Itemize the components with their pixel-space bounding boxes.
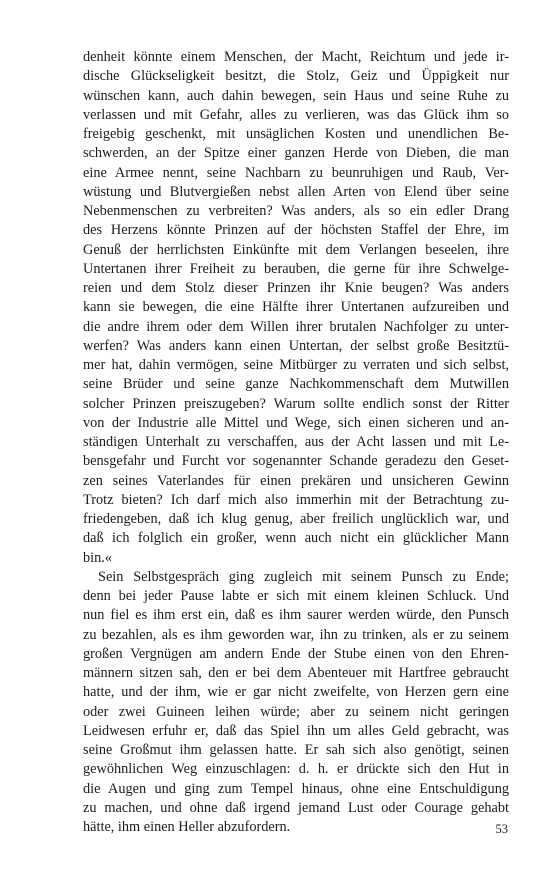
text-line: friedengeben, daß ich klug genug, aber freilich unglücklich war, und [83, 511, 509, 527]
text-line: zen seines Vaterlandes für einen prekären und unsicheren Gewinn [83, 472, 509, 489]
text-line: freigebig geschenkt, mit unsäglichen Kosten und unendlichen Be- [83, 126, 509, 142]
text-line: dische Glückseligkeit besitzt, die Stolz, Geiz und Üppigkeit nur [83, 68, 509, 85]
text-line: oder zwei Guineen leihen würde; aber zu seinem nicht geringen [83, 703, 509, 720]
text-line: Nebenmenschen zu verbreiten? Was anders, als so ein edler Drang [83, 203, 509, 219]
text-line: zu machen, und ohne daß irgend jemand Lust oder Courage gehabt [83, 799, 509, 816]
text-line: mer hat, dahin vermögen, seine Mitbürger zu verraten und sich selbst, [83, 357, 509, 373]
text-line: Sein Selbstgespräch ging zugleich mit seinem Punsch zu Ende; [98, 568, 509, 585]
text-line: wünschen kann, auch dahin bewegen, sein Haus und seine Ruhe zu [83, 87, 509, 104]
text-line: denn bei jeder Pause labte er sich mit einem kleinen Schluck. Und [83, 588, 509, 604]
text-line: seine Brüder und seine ganze Nachkommenschaft dem Mutwillen [83, 376, 509, 393]
text-line: kann sie bewegen, die eine Hälfte ihrer Untertanen aufzureiben und [83, 299, 509, 316]
text-line: hätte, ihm einen Heller abzufordern. [83, 819, 291, 835]
text-line: seine Großmut ihm gelassen hatte. Er sah sich also genötigt, seinen [83, 742, 509, 758]
text-line: von der Industrie alle Mittel und Wege, sich einen sicheren und an- [83, 414, 509, 431]
text-line: wüstung und Blutvergießen nebst allen Arten von Elend über seine [83, 183, 509, 200]
text-line: reien und dem Stolz dieser Prinzen ihr Knie beugen? Was anders [83, 280, 509, 296]
text-line: Trotz bieten? Ich darf mich also immerhin mit der Betrachtung zu- [83, 491, 509, 508]
text-line: die Augen und ging zum Tempel hinaus, ohne eine Entschuldigung [83, 780, 509, 797]
text-line: die andre ihrem oder dem Willen ihrer brutalen Nachfolger zu unter- [83, 318, 509, 335]
text-line: hatte, und der ihm, wie er gar nicht zweifelte, von Herzen gern eine [83, 684, 509, 701]
text-line: Genuß der herrlichsten Einkünfte mit dem Verlangen beseelen, ihre [83, 241, 509, 258]
text-line: daß ich folglich ein großer, wenn auch nicht ein glücklicher Mann [83, 530, 509, 547]
paragraph [83, 568, 509, 838]
text-line: nun fiel es ihm erst ein, daß es ihm saurer werden würde, den Punsch [83, 607, 509, 624]
text-line: verlassen und mit Gefahr, alles zu verlieren, was das Glück ihm so [83, 106, 509, 123]
text-line: männern sitzen sah, den er bei dem Abenteuer mit Hartfree gebraucht [83, 665, 509, 681]
text-line: bin.« [83, 549, 112, 566]
text-line: Leidwesen erfuhr er, daß das Spiel ihn um alles Geld gebracht, was [83, 722, 509, 739]
page-number: 53 [495, 822, 508, 836]
text-line: schwerden, an der Spitze einer ganzen Herde von Dieben, die man [83, 145, 509, 162]
text-line: denheit könnte einem Menschen, der Macht, Reichtum und jede ir- [83, 49, 509, 65]
text-line: solcher Prinzen preiszugeben? Warum sollte endlich sonst der Ritter [83, 395, 509, 412]
text-line: des Herzens könnte Prinzen auf der höchsten Staffel der Ehre, im [83, 222, 509, 239]
text-line: zu bezahlen, als es ihm geworden war, ihn zu trinken, als er zu seinem [83, 626, 509, 643]
text-line: eine Armee nennt, seine Nachbarn zu beunruhigen und Raub, Ver- [83, 164, 509, 181]
text-line: bensgefahr und Furcht vor sogenannter Schande geradezu den Geset- [83, 453, 509, 470]
text-line: werfen? Was anders kann einen Untertan, der selbst große Besitztü- [83, 337, 509, 354]
body-text [83, 48, 509, 837]
text-line: gewöhnlichen Weg einzuschlagen: d. h. er drückte sich den Hut in [83, 761, 509, 778]
paragraph [83, 48, 509, 568]
text-line: Untertanen ihrer Freiheit zu berauben, die gerne für ihre Schwelge- [83, 260, 509, 277]
text-line: großen Vergnügen am andern Ende der Stube einen von den Ehren- [83, 645, 509, 662]
text-line: ständigen Unterhalt zu verschaffen, aus der Acht lassen und mit Le- [83, 434, 509, 450]
